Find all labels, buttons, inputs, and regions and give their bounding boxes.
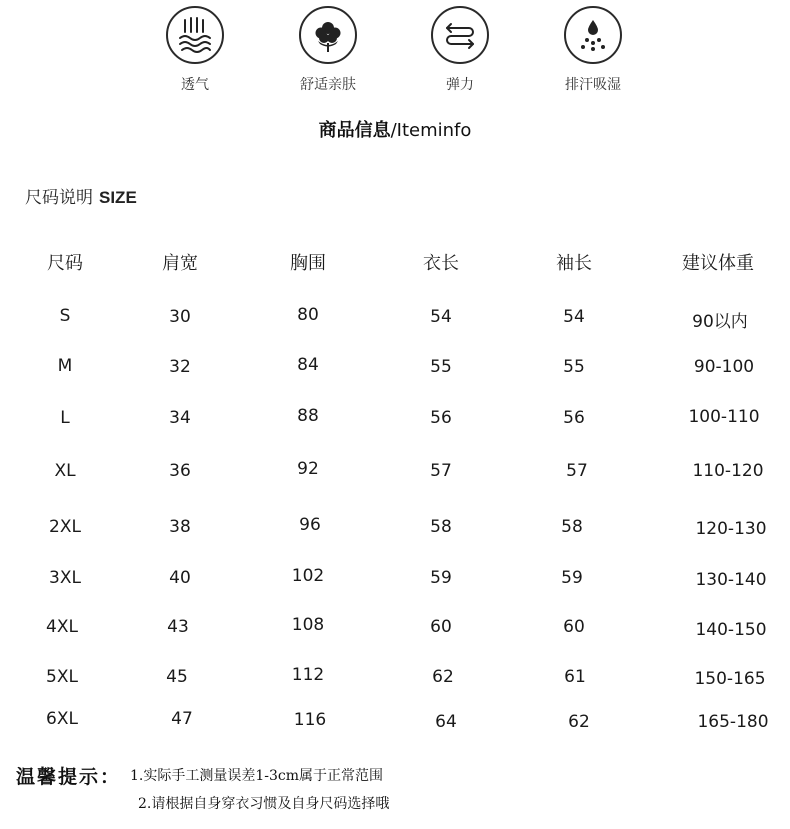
table-cell: 4XL xyxy=(46,617,78,637)
table-cell: 90-100 xyxy=(693,357,755,377)
table-cell: 100-110 xyxy=(688,407,760,427)
table-cell: 32 xyxy=(169,357,191,377)
table-header-sleeve: 袖长 xyxy=(556,253,592,274)
table-cell: 62 xyxy=(568,712,590,732)
table-header-shoulder: 肩宽 xyxy=(162,253,198,274)
table-cell: 80 xyxy=(297,305,319,325)
table-cell: 55 xyxy=(563,357,585,377)
table-cell: 55 xyxy=(430,357,452,377)
table-cell: 38 xyxy=(169,517,191,537)
table-cell: 84 xyxy=(297,355,319,375)
table-cell: 56 xyxy=(563,408,585,428)
table-cell: 58 xyxy=(561,517,583,537)
tip-item: 2.请根据自身穿衣习惯及自身尺码选择哦 xyxy=(138,796,390,812)
table-cell: 54 xyxy=(430,307,452,327)
table-cell: 96 xyxy=(299,515,321,535)
table-cell: 57 xyxy=(430,461,452,481)
table-cell: 90以内 xyxy=(692,312,748,332)
table-cell: 165-180 xyxy=(697,712,769,732)
table-cell: 2XL xyxy=(49,517,81,537)
size-section-label: 尺码说明 xyxy=(25,188,93,208)
table-cell: 6XL xyxy=(46,709,78,729)
table-cell: 120-130 xyxy=(695,519,767,539)
table-header-size: 尺码 xyxy=(47,253,83,274)
feature-label: 舒适亲肤 xyxy=(300,77,356,93)
table-cell: 60 xyxy=(563,617,585,637)
table-cell: 112 xyxy=(291,665,325,685)
feature-label: 弹力 xyxy=(446,77,474,93)
feature-label: 排汗吸湿 xyxy=(565,77,621,93)
table-cell: 140-150 xyxy=(695,620,767,640)
table-cell: 40 xyxy=(169,568,191,588)
table-header-weight: 建议体重 xyxy=(682,253,754,274)
table-cell: 47 xyxy=(171,709,193,729)
table-cell: 43 xyxy=(167,617,189,637)
table-header-chest: 胸围 xyxy=(290,253,326,274)
tip-item: 1.实际手工测量误差1-3cm属于正常范围 xyxy=(130,768,384,784)
table-cell: 59 xyxy=(430,568,452,588)
table-cell: 3XL xyxy=(49,568,81,588)
table-cell: 45 xyxy=(166,667,188,687)
table-cell: L xyxy=(60,408,70,428)
table-cell: 56 xyxy=(430,408,452,428)
table-cell: 102 xyxy=(291,566,325,586)
table-cell: S xyxy=(59,306,71,326)
tips-label: 温馨提示： xyxy=(16,766,122,788)
table-cell: 64 xyxy=(435,712,457,732)
table-cell: XL xyxy=(54,461,76,481)
table-cell: 30 xyxy=(169,307,191,327)
size-section-label-en: SIZE xyxy=(99,188,137,207)
table-cell: 92 xyxy=(297,459,319,479)
table-cell: 59 xyxy=(561,568,583,588)
item-info-title-cn: 商品信息 xyxy=(318,120,391,141)
table-cell: 58 xyxy=(430,517,452,537)
table-cell: 60 xyxy=(430,617,452,637)
feature-label: 透气 xyxy=(181,77,209,93)
table-cell: 88 xyxy=(297,406,319,426)
table-cell: 110-120 xyxy=(692,461,764,481)
table-cell: 34 xyxy=(169,408,191,428)
table-cell: 62 xyxy=(432,667,454,687)
table-cell: 130-140 xyxy=(695,570,767,590)
table-cell: 150-165 xyxy=(694,669,766,689)
table-cell: 57 xyxy=(566,461,588,481)
table-cell: 116 xyxy=(293,710,327,730)
table-cell: 36 xyxy=(169,461,191,481)
item-info-title-en: /Iteminfo xyxy=(390,120,472,141)
table-cell: M xyxy=(57,356,73,376)
table-cell: 54 xyxy=(563,307,585,327)
table-cell: 108 xyxy=(291,615,325,635)
table-cell: 5XL xyxy=(46,667,78,687)
table-header-length: 衣长 xyxy=(423,253,459,274)
table-cell: 61 xyxy=(564,667,586,687)
